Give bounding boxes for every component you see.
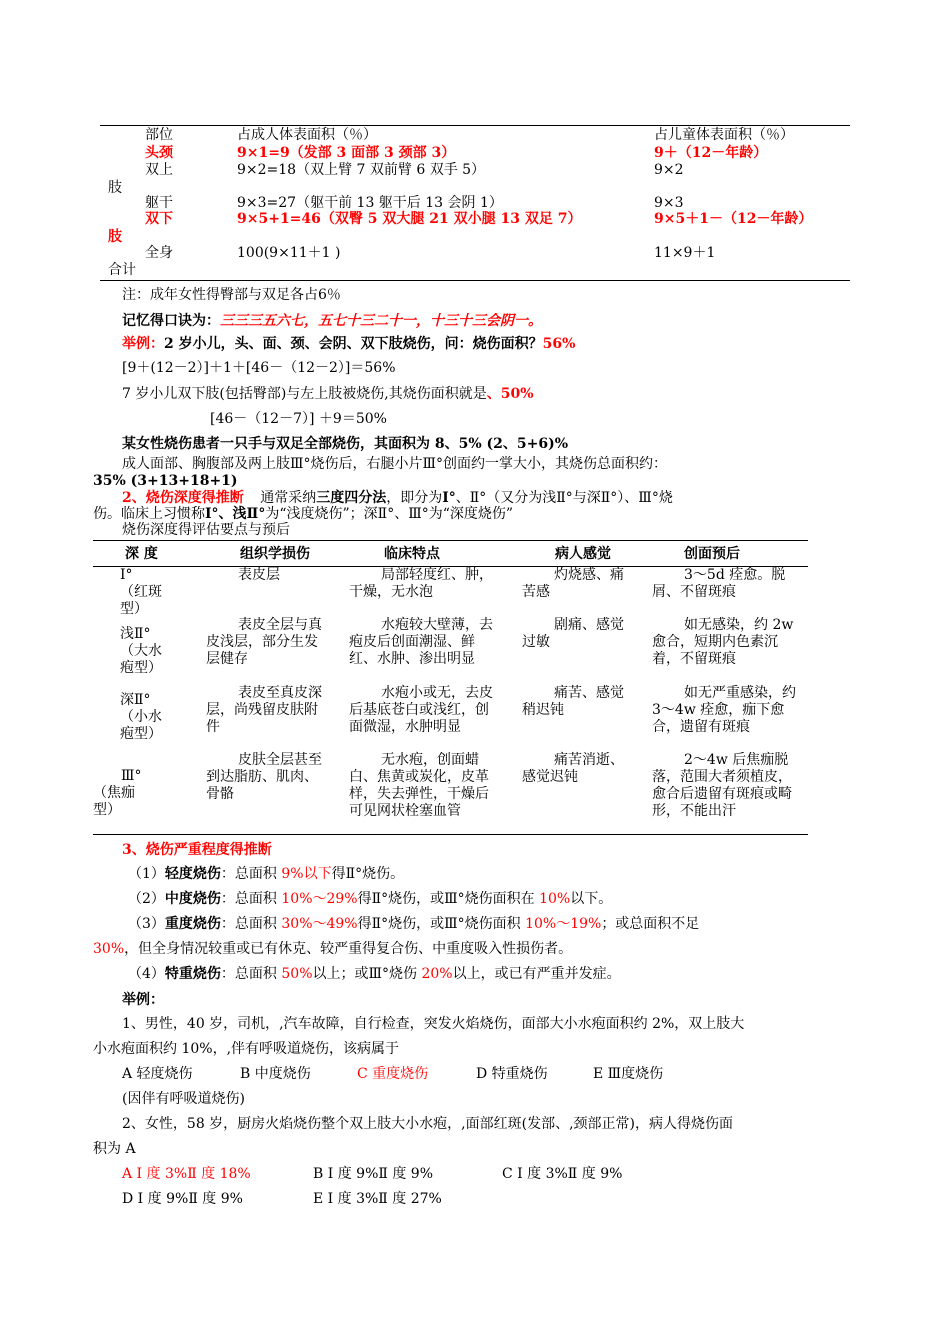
severity-label: 轻度烧伤	[164, 866, 221, 882]
area-row-child: 11×9＋1	[654, 245, 716, 261]
severity-label: 特重烧伤	[164, 966, 221, 982]
depth-header: 临床特点	[384, 546, 440, 562]
depth-cell-prognosis: 如无感染，约 2w 愈合，短期内色素沉着，不留斑痕	[652, 617, 794, 667]
depth-header: 病人感觉	[555, 546, 611, 562]
q1-option-b: B 中度烧伤	[240, 1066, 311, 1082]
section2-bold: 三度四分法	[316, 490, 387, 506]
severity-value: 20%	[421, 966, 453, 982]
severity-text: ，但全身情况较重或已有休克、较严重得复合伤、中重度吸入性损伤者。	[124, 941, 573, 957]
q2-line2: 积为 A	[93, 1141, 136, 1157]
depth-cell-prognosis: 2～4w 后焦痂脱落，范围大者须植皮，愈合后遗留有斑痕或畸形，不能出汗	[652, 752, 792, 819]
depth-cell-feeling: 痛苦、感觉稍迟钝	[522, 685, 624, 718]
area-total-label: 合计	[108, 262, 136, 278]
severity-text: 得Ⅱ°烧伤，或Ⅲ°烧伤面积在	[357, 891, 540, 907]
q2-option-c: C I 度 3%Ⅱ 度 9%	[502, 1166, 623, 1182]
q2-option-d: D I 度 9%Ⅱ 度 9%	[122, 1191, 243, 1207]
area-side-label: 肢	[108, 180, 122, 196]
example1-text: 2 岁小儿，头、面、颈、会阴、双下肢烧伤，问：烧伤面积？	[164, 336, 543, 352]
depth-cell-feeling: 剧痛、感觉过敏	[522, 617, 624, 650]
q1-option-c: C 重度烧伤	[357, 1066, 429, 1082]
severity-extreme	[128, 966, 621, 983]
q2-option-a: A I 度 3%Ⅱ 度 18%	[122, 1166, 251, 1182]
severity-severe-cont	[93, 941, 572, 958]
section3-title: 3、烧伤严重程度得推断	[122, 842, 272, 858]
section2-text: 为“浅度烧伤”；深Ⅱ°、Ⅲ°为“深度烧伤”	[265, 506, 514, 522]
area-side-label: 肢	[108, 229, 122, 245]
severity-num: （2）	[128, 891, 165, 907]
area-row-adult: 9×5+1=46（双臀 5 双大腿 21 双小腿 13 双足 7）	[237, 211, 582, 227]
section2-subtitle: 烧伤深度得评估要点与预后	[122, 522, 290, 538]
mnemonic-line	[122, 313, 542, 330]
severity-num: （3）	[128, 916, 165, 932]
q1-option-a: A 轻度烧伤	[122, 1066, 193, 1082]
severity-label: 重度烧伤	[164, 916, 221, 932]
section3-example-label: 举例：	[122, 992, 164, 1008]
severity-text: 以上，或已有严重并发症。	[452, 966, 621, 982]
example1-label: 举例：	[122, 336, 164, 352]
severity-label: 中度烧伤	[164, 891, 221, 907]
severity-value: 10%～19%	[525, 916, 602, 932]
severity-text: 以上；或Ⅲ°烧伤	[312, 966, 422, 982]
severity-value: 30%	[93, 941, 125, 957]
example2-answer: 、50%	[486, 386, 534, 402]
area-row-child: 9＋（12－年龄）	[654, 145, 768, 161]
q1-line1: 1、男性，40 岁，司机，,汽车故障，自行检查，突发火焰烧伤，面部大小水疱面积约 2%，双上肢大	[122, 1016, 745, 1032]
area-row-child: 9×3	[654, 195, 684, 211]
area-header-adult: 占成人体表面积（％）	[237, 127, 377, 143]
area-row-child: 9×5＋1－（12－年龄）	[654, 211, 813, 227]
severity-text: ：总面积	[220, 916, 282, 932]
area-row-part: 头颈	[145, 145, 173, 161]
q1-line2: 小水疱面积约 10%，,伴有呼吸道烧伤，该病属于	[93, 1041, 400, 1057]
depth-cell-depth: 浅Ⅱ° （大水 疱型）	[120, 626, 162, 676]
example2-text: 7 岁小儿双下肢(包括臀部)与左上肢被烧伤,其烧伤面积就是	[122, 386, 487, 402]
severity-text: 以下。	[570, 891, 613, 907]
section2-bold: Ⅰ°	[442, 490, 456, 506]
depth-cell-clinical: 水疱较大壁薄，去疱皮后创面潮湿、鲜红、水肿、渗出明显	[349, 617, 493, 667]
depth-cell-prognosis: 如无严重感染，约 3～4w 痊愈，痂下愈合，遗留有斑痕	[652, 685, 796, 735]
depth-table-bottom-rule	[93, 834, 808, 835]
severity-value: 9%以下	[281, 866, 332, 882]
area-header-child: 占儿童体表面积（％）	[654, 127, 794, 143]
depth-cell-depth: Ⅲ° （焦痂 型）	[93, 768, 142, 818]
depth-cell-tissue: 皮肤全层甚至到达脂肪、肌肉、骨骼	[206, 752, 322, 802]
example1-calc: [9＋(12－2）]＋1＋[46－（12－2）]＝56%	[122, 360, 396, 376]
example1-line	[122, 336, 575, 353]
q1-option-d: D 特重烧伤	[476, 1066, 548, 1082]
severity-text: ；或总面积不足	[601, 916, 700, 932]
severity-text: ：总面积	[220, 891, 282, 907]
q1-option-e: E Ⅲ度烧伤	[593, 1066, 664, 1082]
severity-value: 10%～29%	[281, 891, 358, 907]
mnemonic-text: 三三三五六七，五七十三二十一，十三十三会阴一。	[220, 313, 542, 329]
section2-text: 、Ⅱ°（又分为浅Ⅱ°与深Ⅱ°）、Ⅲ°烧	[455, 490, 673, 506]
example2-line	[122, 386, 534, 403]
area-header-part: 部位	[145, 127, 173, 143]
area-table-top-rule	[100, 125, 850, 126]
q2-line1: 2、女性，58 岁，厨房火焰烧伤整个双上肢大小水疱，,面部红斑(发部、,颈部正常)，病人得烧伤面	[122, 1116, 733, 1132]
q2-option-b: B I 度 9%Ⅱ 度 9%	[313, 1166, 434, 1182]
severity-value: 30%～49%	[281, 916, 358, 932]
example1-answer: 56%	[542, 336, 576, 352]
note: 注：成年女性得臀部与双足各占6％	[122, 287, 341, 303]
area-row-adult: 9×3=27（躯干前 13 躯干后 13 会阴 1）	[237, 195, 503, 211]
depth-cell-depth: 深Ⅱ° （小水 疱型）	[120, 692, 162, 742]
area-row-part: 躯干	[145, 195, 173, 211]
q1-explanation: (因伴有呼吸道烧伤)	[122, 1091, 245, 1107]
section2-line1	[122, 490, 673, 507]
q2-option-e: E I 度 3%Ⅱ 度 27%	[313, 1191, 442, 1207]
section2-text: 通常采纳	[260, 490, 317, 506]
severity-moderate	[128, 891, 612, 908]
depth-cell-tissue: 表皮至真皮深层，尚残留皮肤附件	[206, 685, 322, 735]
example4-answer: 35% (3+13+18+1)	[93, 473, 238, 489]
area-row-adult: 100(9×11＋1 )	[237, 245, 341, 261]
area-row-part: 双下	[145, 211, 173, 227]
area-row-adult: 9×2=18（双上臂 7 双前臂 6 双手 5）	[237, 162, 486, 178]
severity-text: 得Ⅱ°烧伤。	[331, 866, 405, 882]
area-row-part: 全身	[145, 245, 173, 261]
section2-line2	[93, 506, 513, 523]
severity-text: 得Ⅱ°烧伤，或Ⅲ°烧伤面积	[357, 916, 526, 932]
area-row-part: 双上	[145, 162, 173, 178]
severity-num: （4）	[128, 966, 165, 982]
area-row-adult: 9×1=9（发部 3 面部 3 颈部 3）	[237, 145, 456, 161]
depth-cell-clinical: 局部轻度红、肿，干燥，无水泡	[349, 567, 493, 600]
area-table-bottom-rule	[100, 280, 850, 281]
severity-mild	[128, 866, 404, 883]
severity-text: ：总面积	[220, 966, 282, 982]
severity-value: 50%	[281, 966, 313, 982]
example2-calc: [46－（12－7）] ＋9＝50%	[210, 411, 387, 427]
example4-text: 成人面部、胸腹部及两上肢Ⅲ°烧伤后，右腿小片Ⅲ°创面约一掌大小，其烧伤总面积约：	[122, 456, 667, 472]
depth-cell-clinical: 水疱小或无，去皮后基底苍白或浅红，创面微湿，水肿明显	[349, 685, 493, 735]
depth-cell-clinical: 无水疱，创面蜡白、焦黄或炭化，皮革样，失去弹性，干燥后可见网状栓塞血管	[349, 752, 489, 819]
depth-header: 创面预后	[684, 546, 740, 562]
severity-num: （1）	[128, 866, 165, 882]
depth-header: 深 度	[125, 546, 158, 562]
depth-cell-feeling: 痛苦消逝、感觉迟钝	[522, 752, 624, 785]
mnemonic-label: 记忆得口诀为：	[122, 313, 220, 329]
depth-header: 组织学损伤	[240, 546, 310, 562]
section2-text: ，即分为	[386, 490, 443, 506]
depth-cell-feeling: 灼烧感、痛苦感	[522, 567, 624, 600]
severity-text: ：总面积	[220, 866, 282, 882]
section2-text: 伤。临床上习惯称	[93, 506, 205, 522]
area-row-child: 9×2	[654, 162, 684, 178]
severity-value: 10%	[539, 891, 571, 907]
depth-table-top-rule	[93, 540, 808, 541]
depth-cell-prognosis: 3～5d 痊愈。脱屑、不留斑痕	[652, 567, 786, 600]
section2-title: 2、烧伤深度得推断	[122, 490, 244, 506]
depth-cell-tissue: 表皮全层与真皮浅层，部分生发层健存	[206, 617, 322, 667]
depth-cell-depth: Ⅰ° （红斑 型）	[120, 567, 162, 617]
section2-bold: Ⅰ°、浅Ⅱ°	[205, 506, 266, 522]
depth-cell-tissue: 表皮层	[238, 567, 280, 583]
example3: 某女性烧伤患者一只手与双足全部烧伤，其面积为 8、5% (2、5+6)%	[122, 436, 569, 452]
severity-severe	[128, 916, 699, 933]
